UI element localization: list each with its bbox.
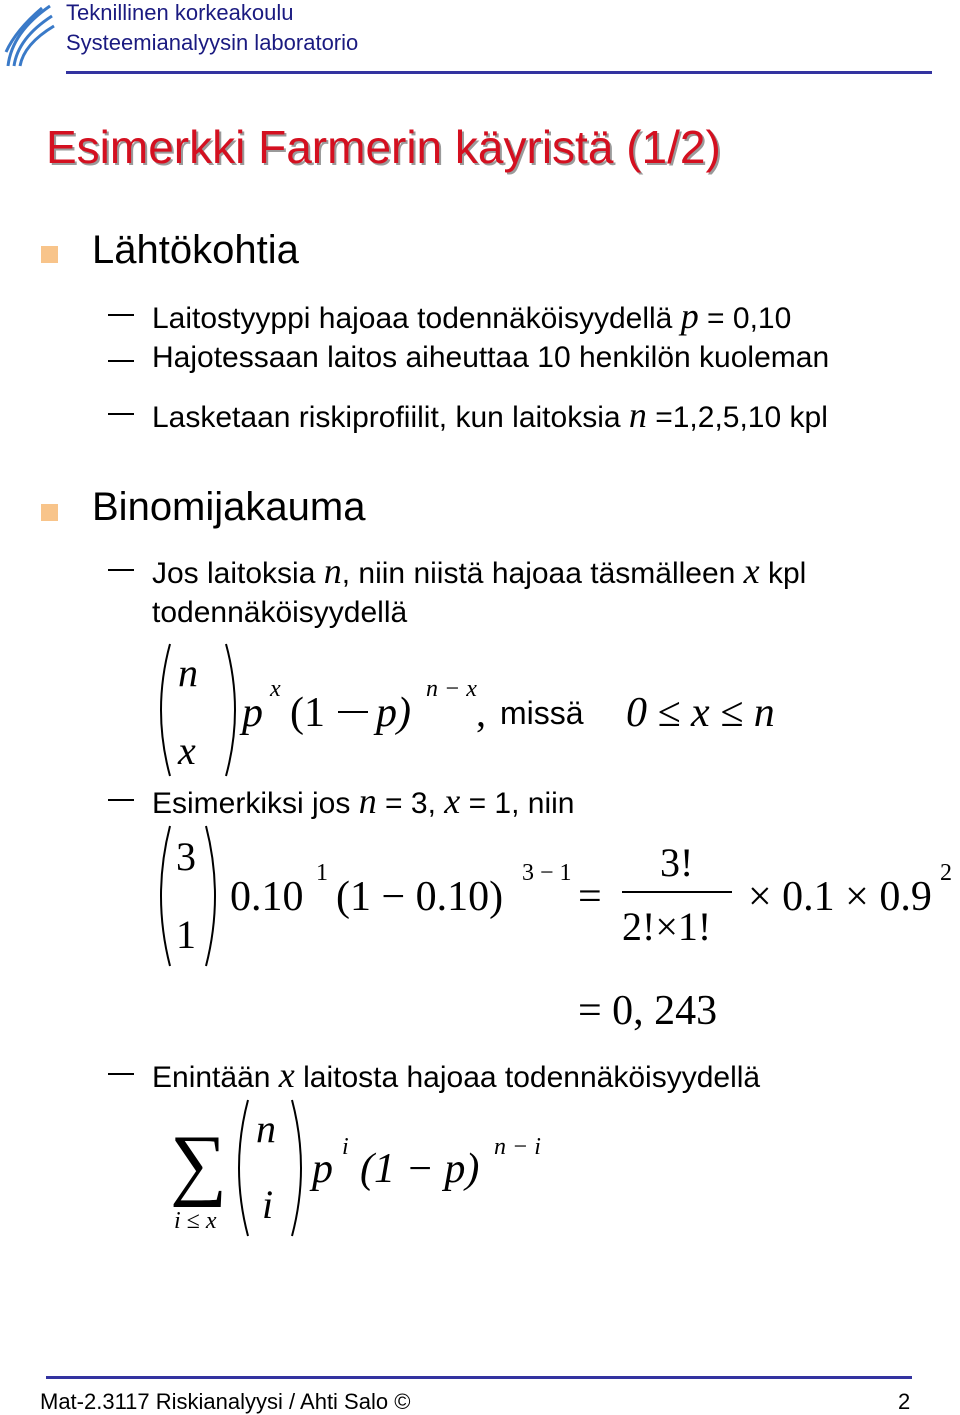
footer-course: Mat-2.3117 Riskianalyysi / Ahti Salo © [40, 1389, 411, 1414]
bullet-square [41, 504, 58, 521]
svg-text:0.10: 0.10 [230, 874, 304, 920]
svg-text:× 0.1 × 0.9: × 0.1 × 0.9 [748, 874, 932, 920]
svg-text:i ≤ x: i ≤ x [174, 1208, 217, 1234]
svg-text:n: n [256, 1106, 276, 1151]
svg-text:(1 − 0.10): (1 − 0.10) [336, 874, 504, 920]
formula-binomial-probability [150, 640, 830, 780]
svg-text:1: 1 [176, 912, 196, 957]
svg-text:3!: 3! [660, 840, 694, 885]
svg-text:3 − 1: 3 − 1 [522, 860, 572, 886]
header-rule [66, 71, 932, 74]
slide-title: Esimerkki Farmerin käyristä (1/2) [46, 121, 721, 173]
svg-text:i: i [342, 1134, 349, 1160]
svg-text:2!×1!: 2!×1! [622, 904, 712, 949]
svg-text:p: p [242, 690, 263, 736]
formula-cumulative [160, 1096, 560, 1246]
university-logo [2, 2, 56, 68]
section-heading-binomijakauma: Binomijakauma [92, 485, 366, 529]
binom-bottom: x [178, 728, 196, 773]
item-jos-laitoksia-line2: todennäköisyydellä [152, 596, 408, 629]
binom-top: n [178, 650, 198, 695]
svg-text:p): p) [376, 690, 411, 736]
footer-rule [46, 1376, 912, 1379]
svg-text:x: x [270, 676, 281, 702]
svg-text:∑: ∑ [170, 1120, 228, 1208]
svg-text:n − i: n − i [494, 1134, 541, 1160]
svg-text:p: p [312, 1146, 333, 1192]
svg-text:0 ≤ x ≤ n: 0 ≤ x ≤ n [626, 690, 775, 736]
item-esimerkiksi: Esimerkiksi jos n = 3, x = 1, niin [152, 781, 575, 821]
formula-example [150, 822, 960, 1042]
svg-text:(1: (1 [290, 690, 325, 736]
bullet-square [41, 246, 58, 263]
section-heading-lahtokohtia: Lähtökohtia [92, 228, 299, 272]
svg-text:2: 2 [940, 860, 952, 886]
page-number: 2 [898, 1389, 911, 1414]
svg-text:=: = [578, 874, 602, 920]
item-hajotessaan: Hajotessaan laitos aiheuttaa 10 henkilön kuoleman [152, 341, 830, 374]
header-laboratory: Systeemianalyysin laboratorio [66, 30, 359, 55]
item-enintaan: Enintään x laitosta hajoaa todennäköisyydellä [152, 1055, 761, 1095]
dash [108, 413, 134, 415]
svg-text:(1 − p): (1 − p) [360, 1146, 480, 1192]
svg-text:3: 3 [176, 834, 196, 879]
svg-text:1: 1 [316, 860, 328, 886]
item-jos-laitoksia: Jos laitoksia n, niin niistä hajoaa täsmälleen x kpl [152, 551, 807, 591]
header-university: Teknillinen korkeakoulu [66, 0, 294, 25]
dash [108, 314, 134, 316]
dash [108, 1073, 134, 1075]
dash [108, 569, 134, 571]
svg-text:= 0, 243: = 0, 243 [578, 988, 718, 1034]
svg-text:i: i [262, 1182, 274, 1227]
item-laitostyyppi: Laitostyyppi hajoaa todennäköisyydellä p = 0,10 [152, 296, 792, 336]
svg-text:missä: missä [500, 695, 584, 731]
svg-text:,: , [476, 690, 486, 735]
svg-text:n − x: n − x [426, 676, 477, 702]
dash [108, 360, 134, 362]
dash [108, 799, 134, 801]
item-lasketaan: Lasketaan riskiprofiilit, kun laitoksia n =1,2,5,10 kpl [152, 395, 828, 435]
